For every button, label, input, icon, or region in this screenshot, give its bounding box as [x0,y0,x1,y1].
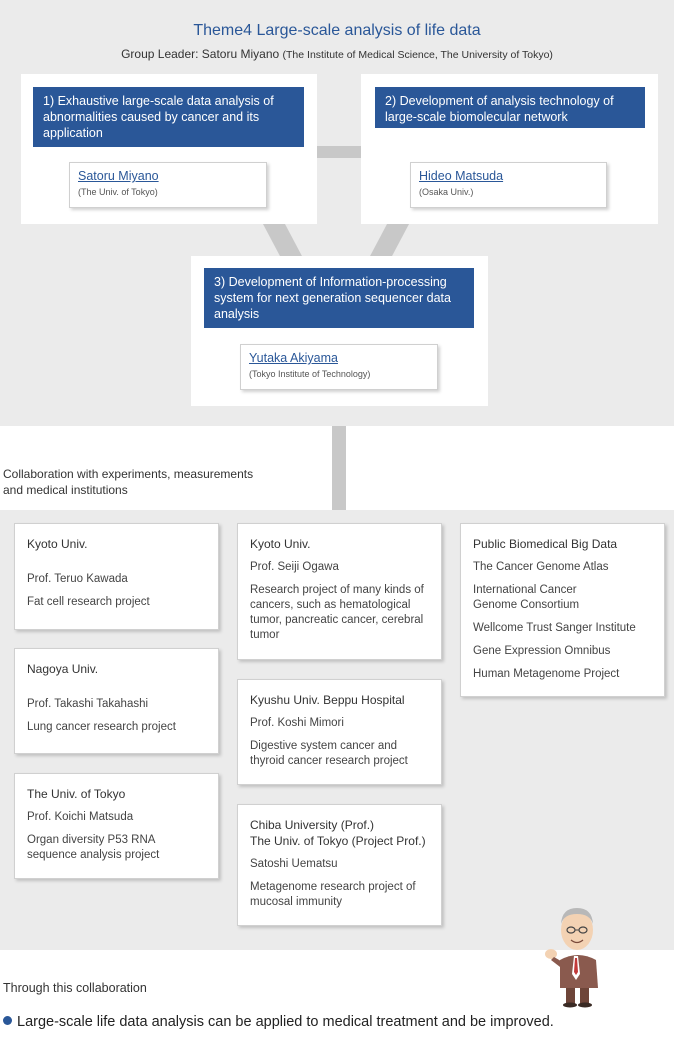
collab-title: Nagoya Univ. [27,662,99,676]
connector-vertical [332,426,346,510]
collab-project: Metagenome research project of mucosal immunity [250,881,416,908]
collab-prof: Prof. Takashi Takahashi [27,698,149,710]
group-leader [0,47,674,61]
connector-right-diagonal [369,224,409,258]
big-data-item: The Cancer Genome Atlas [473,561,609,573]
collab-title: The Univ. of Tokyo [27,787,126,801]
collab-project: Digestive system cancer and thyroid cancer research project [250,740,408,767]
collab-title: Kyushu Univ. Beppu Hospital [250,693,405,707]
bullet-icon [3,1016,12,1025]
collab-prof: Prof. Teruo Kawada [27,573,128,585]
project-leader-name-3[interactable]: Yutaka Akiyama [249,351,338,365]
project-leader-card-2[interactable] [410,162,607,208]
project-leader-affiliation-1: (The Univ. of Tokyo) [78,187,158,197]
collab-title-line2: The Univ. of Tokyo (Project Prof.) [250,834,426,848]
collab-title-line1: Chiba University (Prof.) [250,818,375,832]
big-data-title: Public Biomedical Big Data [473,537,618,551]
collab-project: Research project of many kinds of cancers, such as hematological tumor, pancreatic cancer, cerebral tumor [250,584,424,641]
connector-left-diagonal [263,224,303,258]
collab-prof: Satoshi Uematsu [250,858,338,870]
result-text: Large-scale life data analysis can be applied to medical treatment and be improved. [17,1014,554,1030]
collaboration-label: Collaboration with experiments, measurements and medical institutions [3,467,254,497]
collab-prof: Prof. Seiji Ogawa [250,561,339,573]
collab-project: Organ diversity P53 RNA sequence analysis project [27,834,160,861]
project-leader-name-2[interactable]: Hideo Matsuda [419,169,504,183]
project-leader-affiliation-3: (Tokyo Institute of Technology) [249,369,371,379]
collab-box-kyoto-ogawa [237,523,442,660]
project-heading-1: 1) Exhaustive large-scale data analysis of abnormalities caused by cancer and its application [33,87,304,147]
project-leader-name-1[interactable]: Satoru Miyano [78,169,159,183]
collab-box-kyoto-kawada [14,523,219,630]
collab-project: Fat cell research project [27,596,150,608]
collab-prof: Prof. Koichi Matsuda [27,811,134,823]
project-heading-2: 2) Development of analysis technology of large-scale biomolecular network [375,87,645,128]
presenter-illustration-icon [540,902,610,1008]
project-leader-card-3[interactable] [240,344,438,390]
collab-box-kyushu [237,679,442,785]
collab-title: Kyoto Univ. [250,537,311,551]
through-collaboration-text: Through this collaboration [3,981,147,995]
big-data-item: Wellcome Trust Sanger Institute [473,622,636,634]
big-data-box [460,523,665,697]
big-data-item: Human Metagenome Project [473,668,620,680]
project-leader-affiliation-2: (Osaka Univ.) [419,187,474,197]
collab-title: Kyoto Univ. [27,537,88,551]
page-title: Theme4 Large-scale analysis of life data [193,22,481,39]
connector-diagonals [255,224,425,258]
project-heading-3: 3) Development of Information-processing system for next generation sequencer data analysis [204,268,474,328]
connector-horizontal [316,146,362,158]
collab-prof: Prof. Koshi Mimori [250,717,344,729]
big-data-item: Gene Expression Omnibus [473,645,611,657]
collab-box-chiba [237,804,442,926]
collab-box-tokyo-matsuda [14,773,219,879]
collab-box-nagoya [14,648,219,754]
collab-project: Lung cancer research project [27,721,176,733]
group-leader-affiliation: (The Institute of Medical Science, The University of Tokyo) [282,49,553,61]
group-leader-name: Group Leader: Satoru Miyano [121,47,280,61]
result-statement [3,1014,554,1030]
project-leader-card-1[interactable] [69,162,267,208]
big-data-item: International Cancer Genome Consortium [473,584,580,611]
